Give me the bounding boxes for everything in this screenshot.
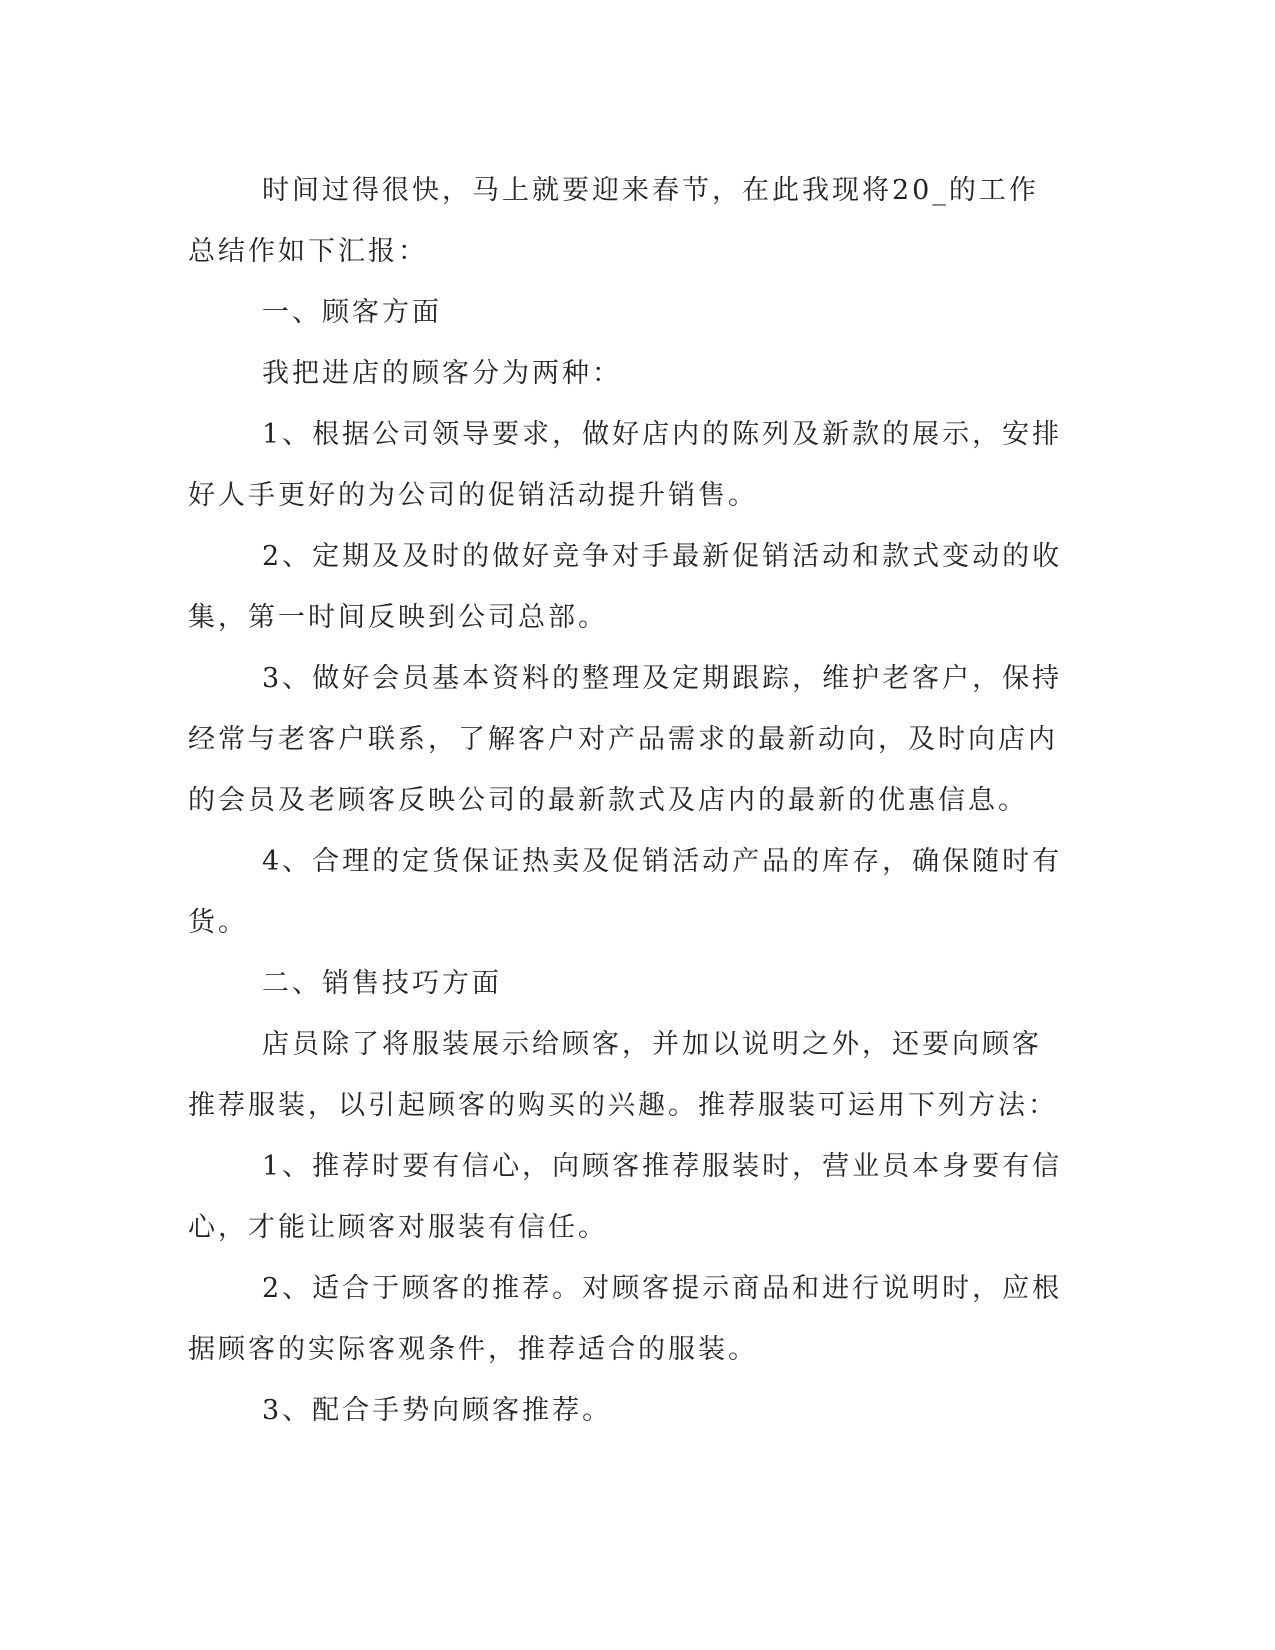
intro-paragraph: 时间过得很快，马上就要迎来春节，在此我现将20_的工作总结作如下汇报： — [188, 175, 1039, 267]
list-item-1: 1、根据公司领导要求，做好店内的陈列及新款的展示，安排好人手更好的为公司的促销活动提升销售。 — [188, 419, 1063, 511]
method-item-1: 1、推荐时要有信心，向顾客推荐服装时，营业员本身要有信心，才能让顾客对服装有信任。 — [188, 1151, 1063, 1243]
paragraph-recommend-methods: 店员除了将服装展示给顾客，并加以说明之外，还要向顾客推荐服装，以引起顾客的购买的兴趣。推荐服装可运用下列方法： — [188, 1029, 1058, 1121]
list-item-4: 4、合理的定货保证热卖及促销活动产品的库存，确保随时有货。 — [188, 846, 1063, 938]
method-item-3: 3、配合手势向顾客推荐。 — [262, 1395, 613, 1426]
list-item-2: 2、定期及及时的做好竞争对手最新促销活动和款式变动的收集，第一时间反映到公司总部。 — [188, 541, 1063, 633]
paragraph-customer-types: 我把进店的顾客分为两种： — [262, 358, 622, 389]
list-item-3: 3、做好会员基本资料的整理及定期跟踪，维护老客户，保持经常与老客户联系，了解客户对产品需求的最新动向，及时向店内的会员及老顾客反映公司的最新款式及店内的最新的优惠信息。 — [188, 663, 1063, 816]
section-heading-sales-skills: 二、销售技巧方面 — [262, 968, 502, 999]
section-heading-customers: 一、顾客方面 — [262, 297, 442, 328]
method-item-2: 2、适合于顾客的推荐。对顾客提示商品和进行说明时，应根据顾客的实际客观条件，推荐适合的服装。 — [188, 1273, 1063, 1365]
document-body — [188, 160, 1068, 1441]
